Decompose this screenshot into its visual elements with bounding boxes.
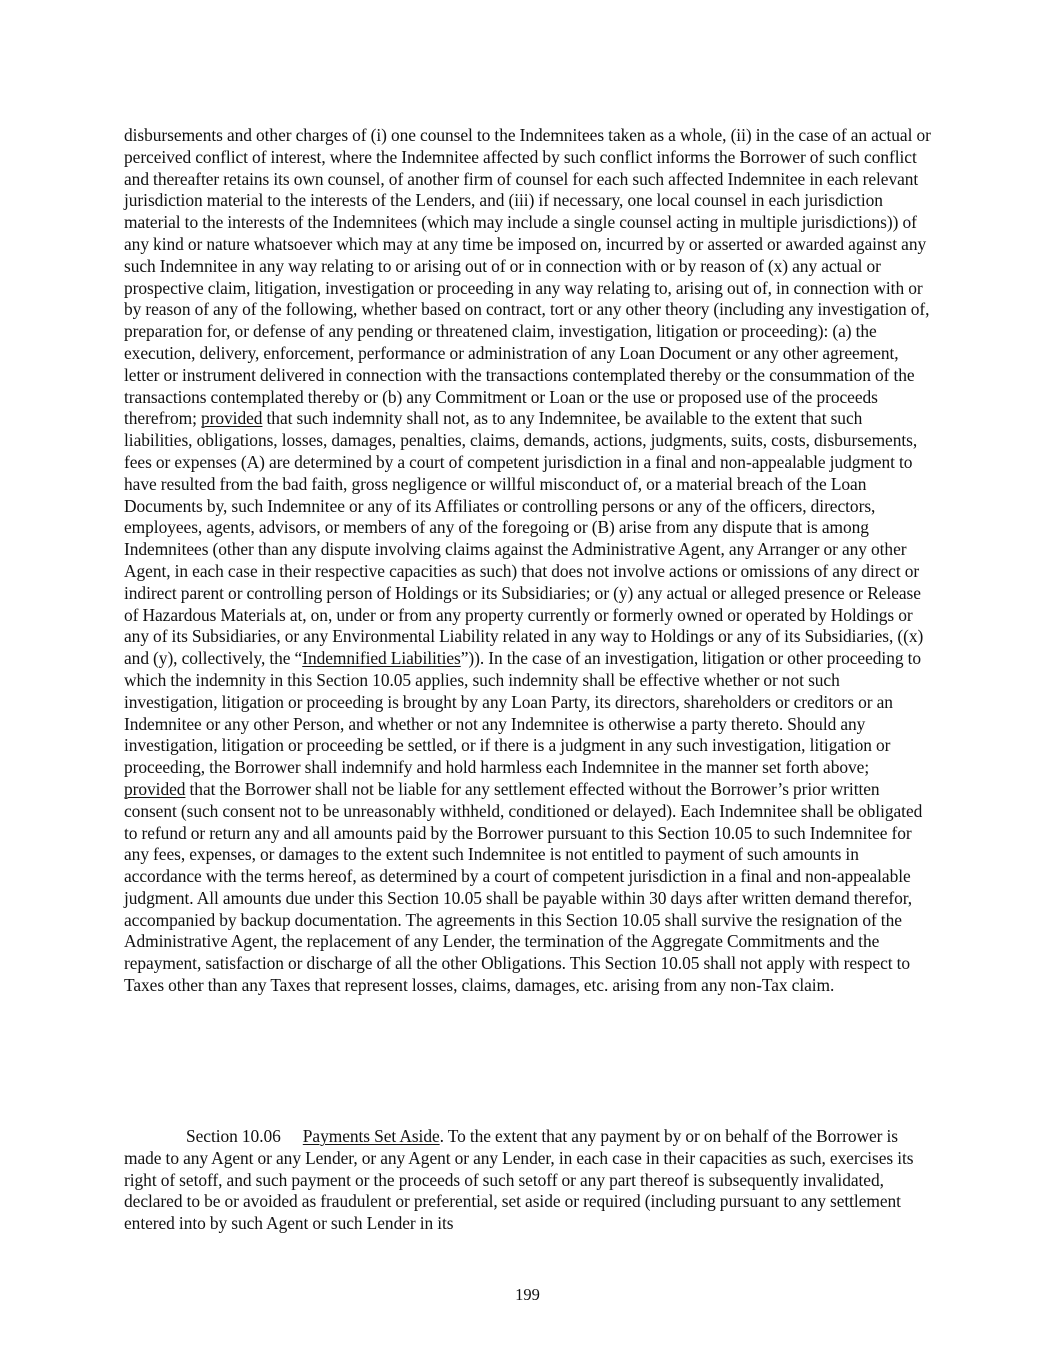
- provided-term-1: provided: [201, 408, 263, 429]
- provided-term-2: provided: [124, 778, 186, 799]
- paragraph-section-10-06: [124, 1126, 934, 1235]
- section-title-period: .: [439, 1126, 444, 1146]
- paragraph-text-part-3: ”)). In the case of an investigation, litigation or other proceeding to which the indemnity in this Section 10.05 applies, such indemnity shall be effective whether or not such investigation, litigation or proceeding is brought by any Loan Party, its directors, shareholders or creditors or an Indemnitee or any other Person, and whether or not any Indemnitee is otherwise a party thereto. Should any investigation, litigation or proceeding be settled, or if there is a judgment in any such investigation, litigation or proceeding, the Borrower shall indemnify and hold harmless each Indemnitee in the manner set forth above;: [124, 648, 922, 778]
- section-body-text: To the extent that any payment by or on behalf of the Borrower is made to any Agent or any Lender, or any Agent or any Lender, in each case in their capacities as such, exercises its right of setoff, and such payment or the proceeds of such setoff or any part thereof is subsequently invalidated, declared to be or avoided as fraudulent or preferential, set aside or required (including pursuant to any settlement entered into by such Agent or such Lender in its: [124, 1126, 914, 1234]
- paragraph-section-10-05-continued: [124, 125, 934, 997]
- section-number: Section 10.06: [186, 1126, 281, 1146]
- indemnified-liabilities-term: Indemnified Liabilities: [302, 648, 461, 669]
- section-title: Payments Set Aside: [302, 1126, 440, 1146]
- paragraph-text-part-4: that the Borrower shall not be liable for any settlement effected without the Borrower’s prior written consent (such consent not to be unreasonably withheld, conditioned or delayed). Each Indemnitee shall be obligated to refund or return any and all amounts paid by the Borrower pursuant to this Section 10.05 to such Indemnitee for any fees, expenses, or damages to the extent such Indemnitee is not entitled to payment of such amounts in accordance with the terms hereof, as determined by a court of competent jurisdiction in a final and non-appealable judgment. All amounts due under this Section 10.05 shall be payable within 30 days after written demand therefor, accompanied by backup documentation. The agreements in this Section 10.05 shall survive the resignation of the Administrative Agent, the replacement of any Lender, the termination of the Aggregate Commitments and the repayment, satisfaction or discharge of all the other Obligations. This Section 10.05 shall not apply with respect to Taxes other than any Taxes that represent losses, claims, damages, etc. arising from any non-Tax claim.: [124, 778, 923, 996]
- page-number: 199: [515, 1285, 540, 1304]
- paragraph-text-part-1: disbursements and other charges of (i) one counsel to the Indemnitees taken as a whole, (ii) in the case of an actual or perceived conflict of interest, where the Indemnitee affected by such conflict informs the Borrower of such conflict and thereafter retains its own counsel, of another firm of counsel for each such affected Indemnitee in each relevant jurisdiction material to the interests of the Lenders, and (iii) if necessary, one local counsel in each jurisdiction material to the interests of the Indemnitees (which may include a single counsel acting in multiple jurisdictions)) of any kind or nature whatsoever which may at any time be imposed on, incurred by or asserted or awarded against any such Indemnitee in any way relating to or arising out of or in connection with or by reason of (x) any actual or prospective claim, litigation, investigation or proceeding in any way relating to, arising out of, in connection with or by reason of any of the following, whether based on contract, tort or any other theory (including any investigation of, preparation for, or defense of any pending or threatened claim, investigation, litigation or proceeding): (a) the execution, delivery, enforcement, performance or administration of any Loan Document or any other agreement, letter or instrument delivered in connection with the transactions contemplated thereby or the consummation of the transactions contemplated thereby or (b) any Commitment or Loan or the use or proposed use of the proceeds therefrom;: [124, 125, 931, 429]
- paragraph-text-part-2: that such indemnity shall not, as to any Indemnitee, be available to the extent that such liabilities, obligations, losses, damages, penalties, claims, demands, actions, judgments, suits, costs, disbursements, fees or expenses (A) are determined by a court of competent jurisdiction in a final and non-appealable judgment to have resulted from the bad faith, gross negligence or willful misconduct of, or a material breach of the Loan Documents by, such Indemnitee or any of its Affiliates or controlling persons or any of the officers, directors, employees, agents, advisors, or members of any of the foregoing or (B) arise from any dispute that is among Indemnitees (other than any dispute involving claims against the Administrative Agent, any Arranger or any other Agent, in each case in their respective capacities as such) that does not involve actions or omissions of any direct or indirect parent or controlling person of Holdings or its Subsidiaries; or (y) any actual or alleged presence or Release of Hazardous Materials at, on, under or from any property currently or formerly owned or operated by Holdings or any of its Subsidiaries, or any Environmental Liability related in any way to Holdings or any of its Subsidiaries, ((x) and (y), collectively, the “: [124, 408, 924, 669]
